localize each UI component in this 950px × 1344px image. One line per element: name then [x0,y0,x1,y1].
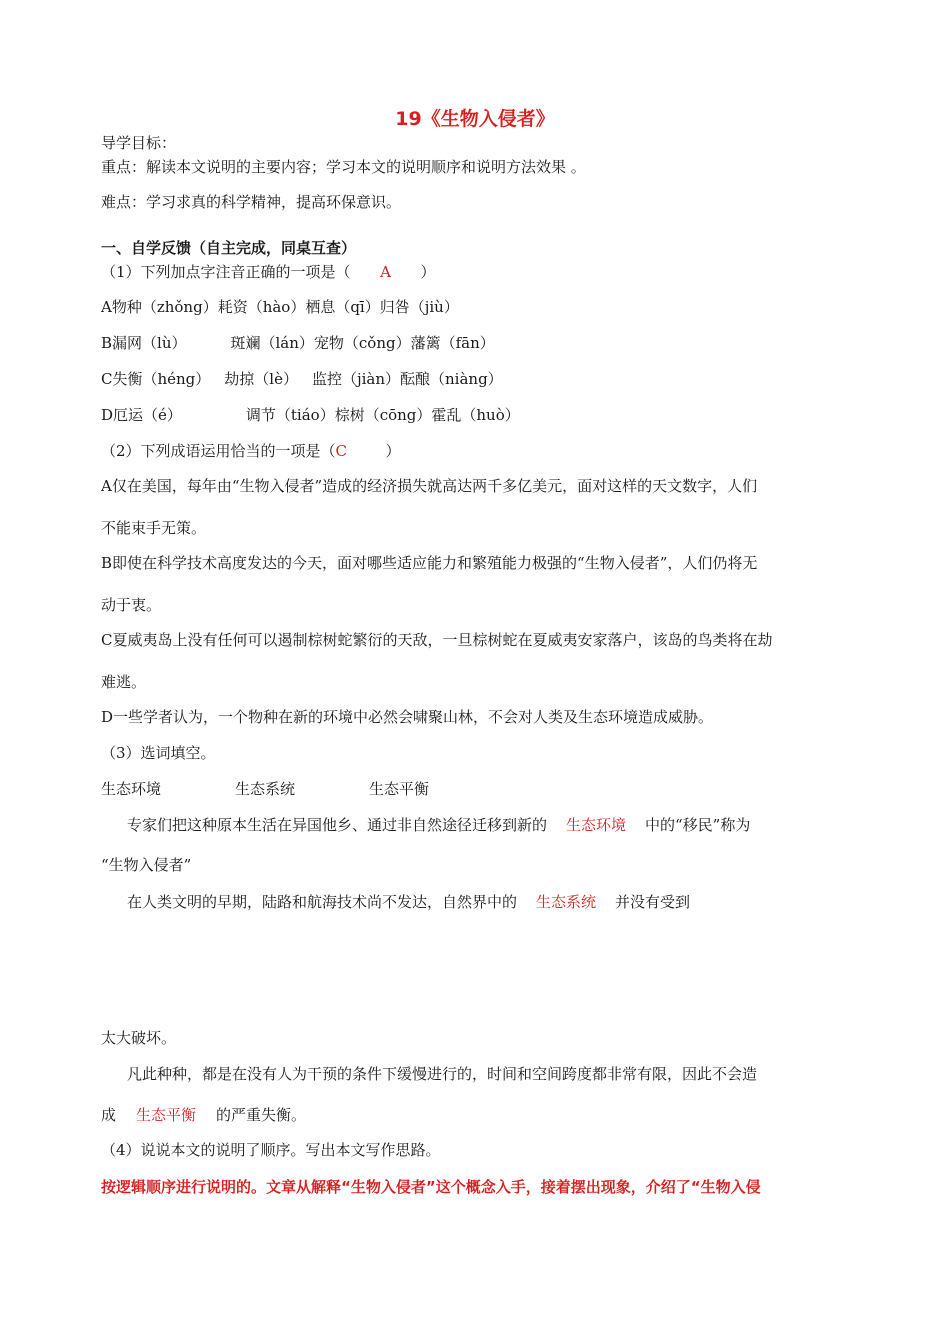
page-title: 19《生物入侵者》 [395,108,555,130]
section-heading: 一、自学反馈（自主完成，同桌互查） [101,239,357,257]
q2-close: ） [385,442,401,460]
goals-difficulty: 难点：学习求真的科学精神，提高环保意识。 [101,193,402,211]
q1-option-c [101,369,861,389]
q2-option-c-line1: C夏威夷岛上没有任何可以遏制棕树蛇繁衍的天敌，一旦棕树蛇在夏威夷安家落户，该岛的鸟类将在劫 [101,631,773,649]
q3-word-bank [101,779,861,799]
q1-option-d-part1: D厄运（é） [101,406,182,424]
q2-option-c-line2: 难逃。 [101,673,147,691]
q3-sentence-3-line1: 凡此种种，都是在没有人为干预的条件下缓慢进行的，时间和空间跨度都非常有限，因此不会造 [127,1065,758,1083]
q1-option-a: A物种（zhǒng）耗资（hào）栖息（qī）归咎（jiù） [101,298,459,316]
q2-prompt [101,441,861,461]
goals-key-point: 重点：解读本文说明的主要内容；学习本文的说明顺序和说明方法效果 。 [101,158,586,176]
q2-option-d-line1: D一些学者认为，一个物种在新的环境中必然会啸聚山林，不会对人类及生态环境造成威胁。 [101,708,714,726]
q3-sentence-3-line2 [101,1105,861,1125]
q2-option-b-line1: B即使在科学技术高度发达的今天，面对哪些适应能力和繁殖能力极强的“生物入侵者”，人们仍将无 [101,554,758,572]
q4-answer: 按逻辑顺序进行说明的。文章从解释“生物入侵者”这个概念入手，接着摆出现象，介绍了“生物入侵 [101,1178,761,1196]
goals-heading: 导学目标： [101,134,177,152]
q3-sentence-1 [101,815,887,835]
q3-sentence-2-line2: 太大破坏。 [101,1029,177,1047]
q1-close: ） [420,263,436,281]
q3-s2-answer: 生态系统 [536,893,597,911]
q1-option-c-part3: 监控（jiàn）酝酿（niàng） [311,370,503,388]
q1-option-d [101,405,861,425]
q3-s3-after: 的严重失衡。 [216,1106,307,1124]
q1-option-b [101,333,861,353]
q1-option-c-part1: C失衡（héng） [101,370,211,388]
q3-s2-before: 在人类文明的早期，陆路和航海技术尚不发达，自然界中的 [127,893,518,911]
q3-s1-answer: 生态环境 [566,816,627,834]
q3-s1-after: 中的“移民”称为 [645,816,751,834]
q3-s3-before: 成 [101,1106,117,1124]
q3-s3-answer: 生态平衡 [136,1106,197,1124]
q1-option-c-part2: 劫掠（lè） [224,370,298,388]
q3-word-3: 生态平衡 [369,780,430,798]
q2-option-a-line2: 不能束手无策。 [101,519,207,537]
q1-option-b-part1: B漏网（lù） [101,334,187,352]
q3-s2-after: 并没有受到 [615,893,691,911]
q1-prompt [101,262,861,282]
q2-answer: C [335,442,348,460]
q3-word-1: 生态环境 [101,780,162,798]
q3-sentence-1-line2: “生物入侵者” [101,856,192,874]
q1-prompt-text: （1）下列加点字注音正确的一项是（ [101,263,351,281]
q2-option-b-line2: 动于衷。 [101,596,162,614]
q2-prompt-text: （2）下列成语运用恰当的一项是（ [101,442,336,460]
q4-prompt: （4）说说本文的说明了顺序。写出本文写作思路。 [101,1141,441,1159]
q3-s1-before: 专家们把这种原本生活在异国他乡、通过非自然途径迁移到新的 [127,816,548,834]
q3-word-2: 生态系统 [235,780,296,798]
q1-option-d-part2: 调节（tiáo）棕树（cōng）霍乱（huò） [245,406,520,424]
q2-option-a-line1: A仅在美国，每年由“生物入侵者”造成的经济损失就高达两千多亿美元，面对这样的天文数字，人们 [101,477,758,495]
q1-answer: A [380,263,391,281]
q3-sentence-2 [101,892,887,912]
q1-option-b-part2: 斑斓（lán）宠物（cǒng）藩篱（fān） [230,334,495,352]
q3-prompt: （3）选词填空。 [101,744,216,762]
